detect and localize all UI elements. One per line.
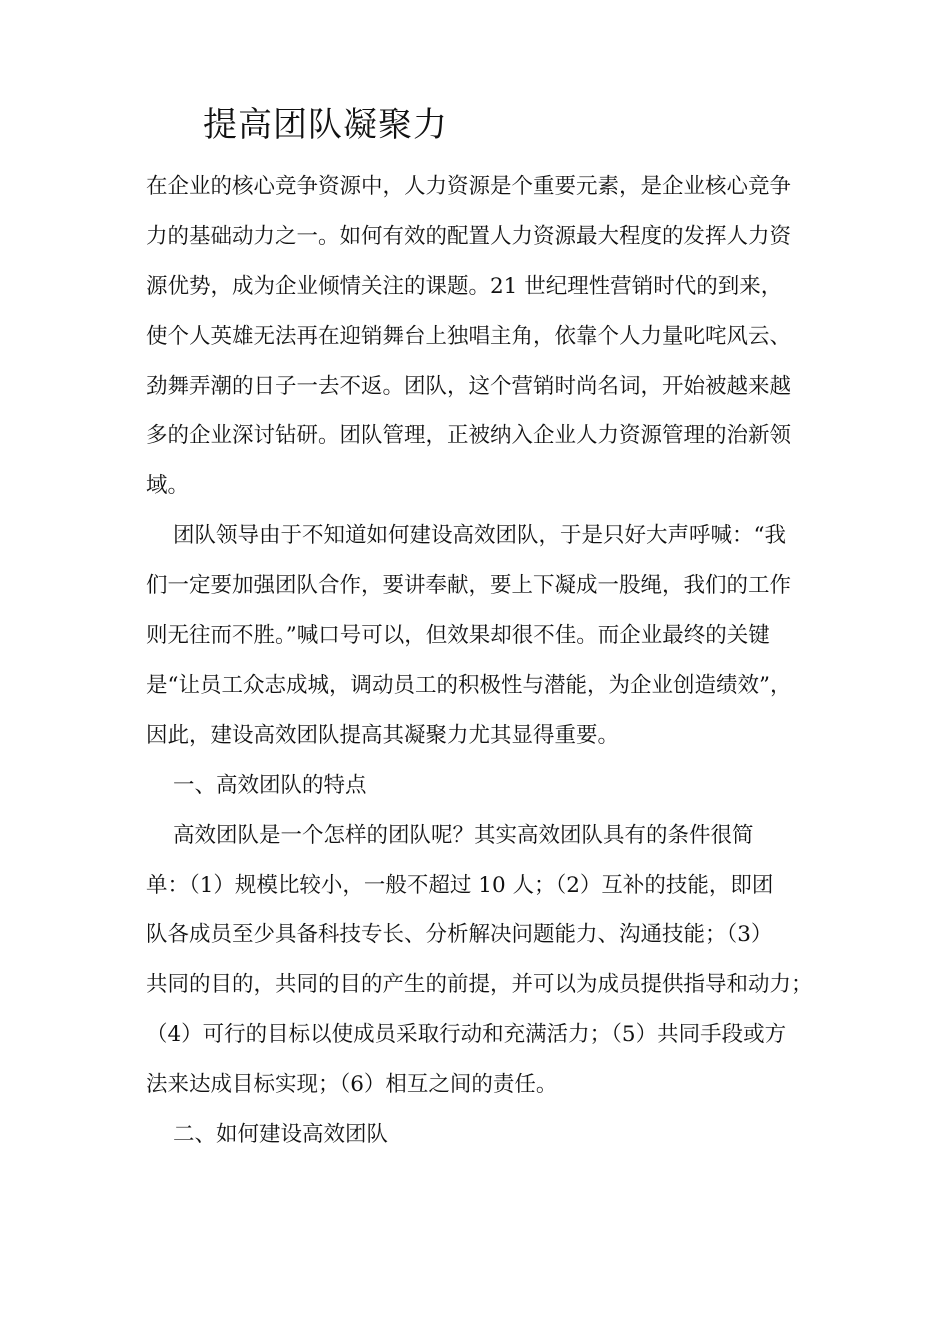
paragraph-line: 共同的目的，共同的目的产生的前提，并可以为成员提供指导和动力； xyxy=(146,972,813,997)
paragraph-line: 队各成员至少具备科技专长、分析解决问题能力、沟通技能；（3） xyxy=(146,922,773,947)
paragraph-line: 使个人英雄无法再在迎销舞台上独唱主角，依靠个人力量叱咤风云、 xyxy=(146,324,792,349)
paragraph-line: 力的基础动力之一。如何有效的配置人力资源最大程度的发挥人力资 xyxy=(146,224,792,249)
paragraph-line: 是“让员工众志成城，调动员工的积极性与潜能，为企业创造绩效”， xyxy=(146,673,792,698)
paragraph-line: 因此，建设高效团队提高其凝聚力尤其显得重要。 xyxy=(146,723,620,748)
paragraph-line: 多的企业深讨钻研。团队管理，正被纳入企业人力资源管理的治新领 xyxy=(146,423,792,448)
paragraph-line: 们一定要加强团队合作，要讲奉献，要上下凝成一股绳，我们的工作 xyxy=(146,573,792,598)
paragraph-line: 则无往而不胜。”喊口号可以，但效果却很不佳。而企业最终的关键 xyxy=(146,623,770,648)
section-heading: 一、高效团队的特点 xyxy=(173,773,367,798)
paragraph-line: 域。 xyxy=(146,473,190,498)
paragraph-line: 法来达成目标实现；（6）相互之间的责任。 xyxy=(146,1072,558,1097)
section-heading: 二、如何建设高效团队 xyxy=(173,1122,389,1147)
paragraph-line: 单：（1）规模比较小，一般不超过 10 人；（2）互补的技能，即团 xyxy=(146,873,774,898)
paragraph-line: 团队领导由于不知道如何建设高效团队，于是只好大声呼喊：“我 xyxy=(173,523,786,548)
paragraph-line: 高效团队是一个怎样的团队呢？其实高效团队具有的条件很简 xyxy=(173,823,754,848)
paragraph-line: 源优势，成为企业倾情关注的课题。21 世纪理性营销时代的到来， xyxy=(146,274,783,299)
paragraph-line: 在企业的核心竞争资源中，人力资源是个重要元素，是企业核心竞争 xyxy=(146,174,792,199)
document-title: 提高团队凝聚力 xyxy=(203,105,448,145)
paragraph-line: （4）可行的目标以使成员采取行动和充满活力；（5）共同手段或方 xyxy=(146,1022,787,1047)
paragraph-line: 劲舞弄潮的日子一去不返。团队，这个营销时尚名词，开始被越来越 xyxy=(146,374,792,399)
